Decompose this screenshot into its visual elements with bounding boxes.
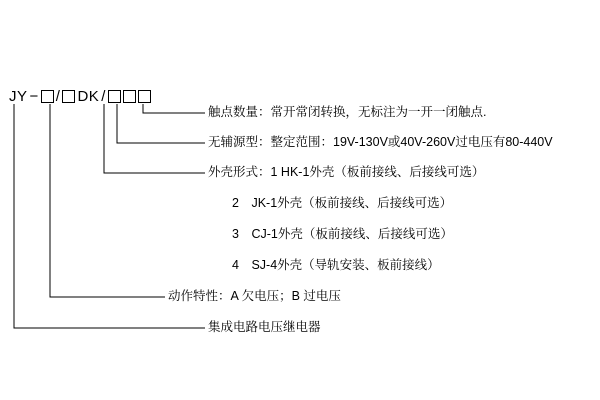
code-box-1 [41,90,54,103]
label-shell-form-4: 4 SJ-4外壳（导轨安装、板前接线） [232,258,440,272]
label-shell-form-3: 3 CJ-1外壳（板前接线、后接线可选） [232,227,453,241]
code-middle: DK [77,88,100,105]
code-dash: − [29,88,39,105]
code-slash-2: / [101,88,106,105]
label-action-characteristic: 动作特性：A 欠电压；B 过电压 [168,289,341,303]
label-aux-source: 无辅源型：整定范围：19V-130V或40V-260V过电压有80-440V [208,135,553,149]
label-contacts: 触点数量：常开常闭转换，无标注为一开一闭触点. [208,105,487,119]
model-code [8,88,152,105]
code-box-5 [138,90,151,103]
code-box-2 [62,90,75,103]
code-box-4 [123,90,136,103]
label-shell-form-2: 2 JK-1外壳（板前接线、后接线可选） [232,196,453,210]
leader-action [50,104,165,297]
label-shell-form-1: 外壳形式：1 HK-1外壳（板前接线、后接线可选） [208,165,485,179]
leader-aux-source [117,104,205,143]
code-prefix: JY [9,88,28,105]
label-product-title: 集成电路电压继电器 [208,320,321,334]
leader-shell-form [104,104,205,173]
code-slash-1: / [55,88,61,105]
leader-contacts [143,104,205,113]
code-box-3 [108,90,121,103]
